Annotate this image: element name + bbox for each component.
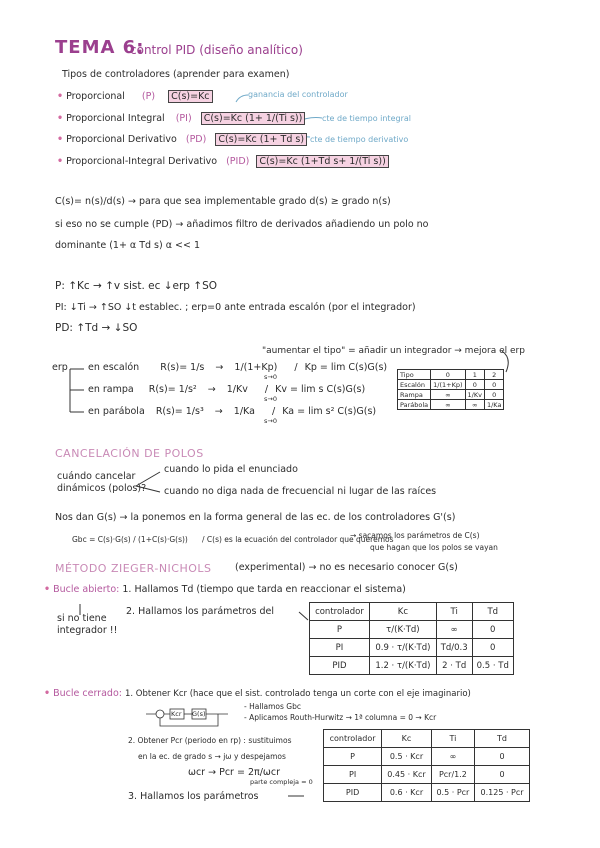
erp-k: Ka = lim s² C(s)G(s) [282, 406, 377, 417]
table-header: controlador [324, 730, 382, 748]
zn-open-note-2: integrador !! [57, 625, 118, 636]
effect-pi: PI: ↓Ti → ↑SO ↓t establec. ; erp=0 ante entrada escalón (por el integrador) [55, 302, 416, 313]
table-header: 2 [484, 370, 503, 380]
table-cell: Td/0.3 [436, 639, 472, 657]
effect-pd: PD: ↑Td → ↓SO [55, 322, 138, 334]
bullet-icon: • [57, 156, 64, 167]
erp-lim: s→0 [264, 373, 277, 381]
block-g: G(s) [192, 710, 206, 718]
table-row [398, 390, 504, 400]
table-cell: 0 [475, 748, 530, 766]
table-row [398, 380, 504, 390]
controller-row [57, 135, 307, 146]
table-cell: ∞ [436, 621, 472, 639]
table-cell: 0.125 · Pcr [475, 784, 530, 802]
table-header: 1 [465, 370, 484, 380]
erp-R: R(s)= 1/s [160, 362, 205, 373]
table-header: Kc [382, 730, 432, 748]
table-cell: 1/(1+Kp) [431, 380, 465, 390]
erp-row-parabola: en parábola R(s)= 1/s³ → 1/Ka / Ka = lim s² C(s)G(s) [88, 406, 377, 417]
cancelacion-question-1: cuándo cancelar [57, 471, 136, 482]
table-cell: 0 [484, 390, 503, 400]
implementable-text: → para que sea implementable grado d(s) ≥ grado n(s) [127, 196, 391, 207]
table-cell: P [324, 748, 382, 766]
gbc-formula: Gbc = C(s)·G(s) / (1+C(s)·G(s)) [72, 535, 188, 544]
table-row [324, 748, 530, 766]
controller-row [57, 157, 389, 168]
zn-open-step2: 2. Hallamos los parámetros del [126, 606, 275, 617]
table-cell: Rampa [398, 390, 431, 400]
table-header: Td [472, 603, 514, 621]
table-cell: Parábola [398, 400, 431, 410]
controller-formula: C(s)=Kc (1+ 1/(Ti s)) [201, 112, 306, 125]
erp-row-escalon: en escalón R(s)= 1/s → 1/(1+Kp) / Kp = lim C(s)G(s) [88, 362, 388, 373]
cancelacion-line1: Nos dan G(s) → la ponemos en la forma general de las ec. de los controladores G'(s) [55, 512, 456, 523]
zn-closed-step2c: ωcr → Pcr = 2π/ωcr [188, 767, 280, 778]
zn-open-row [44, 585, 406, 596]
table-cell: Pcr/1.2 [431, 766, 474, 784]
table-cell: 0 [484, 380, 503, 390]
table-cell: 0 [475, 766, 530, 784]
effect-p: P: ↑Kc → ↑v sist. ec ↓erp ↑SO [55, 280, 218, 292]
table-cell: 0 [465, 380, 484, 390]
erp-R: R(s)= 1/s² [148, 384, 197, 395]
controller-label: Proporcional-Integral Derivativo [66, 156, 218, 167]
zn-closed-step2a: 2. Obtener Pcr (periodo en rp) : sustituimos [128, 736, 292, 745]
table-header: Ti [431, 730, 474, 748]
implementable-line3: dominante (1+ α Td s) α << 1 [55, 240, 200, 251]
table-cell: 0.5 · Kcr [382, 748, 432, 766]
erp-root: erp [52, 362, 68, 373]
bullet-icon: • [57, 113, 64, 124]
controller-row [57, 114, 305, 125]
table-cell: ∞ [431, 400, 465, 410]
cancelacion-result-2: que hagan que los polos se vayan [370, 543, 498, 552]
table-cell: 1.2 · τ/(K·Td) [369, 657, 436, 675]
table-row [324, 766, 530, 784]
zn-closed-step3: 3. Hallamos los parámetros [128, 791, 259, 802]
cancelacion-answer-1: cuando lo pida el enunciado [164, 464, 298, 475]
erp-err: 1/Kv [226, 384, 248, 395]
erp-note: "aumentar el tipo" = añadir un integrador → mejora el erp [262, 346, 525, 356]
erp-input: en rampa [88, 384, 134, 395]
implementable-line1 [55, 197, 391, 208]
zn-closed-step2b: en la ec. de grado s → jω y despejamos [138, 752, 286, 761]
table-header-row [310, 603, 514, 621]
erp-err: 1/Ka [233, 406, 255, 417]
erp-type-table [397, 369, 504, 410]
table-cell: ∞ [465, 400, 484, 410]
bullet-icon: • [44, 584, 51, 595]
zn-heading-note: (experimental) → no es necesario conocer G(s) [235, 562, 458, 573]
table-header: Tipo [398, 370, 431, 380]
intro-text: Tipos de controladores (aprender para examen) [62, 69, 290, 80]
erp-row-rampa: en rampa R(s)= 1/s² → 1/Kv / Kv = lim s C(s)G(s) [88, 384, 366, 395]
erp-k: Kv = lim s C(s)G(s) [275, 384, 366, 395]
table-header: Ti [436, 603, 472, 621]
controller-abbr: (PID) [226, 156, 250, 167]
table-row [310, 639, 514, 657]
table-cell: PID [324, 784, 382, 802]
table-cell: 0.5 · Pcr [431, 784, 474, 802]
page-title: control PID (diseño analítico) [130, 43, 303, 57]
controller-label: Proporcional [66, 91, 125, 102]
table-cell: 2 · Td [436, 657, 472, 675]
zn-heading: MÉTODO ZIEGER-NICHOLS [55, 562, 212, 575]
erp-k: Kp = lim C(s)G(s) [304, 362, 388, 373]
table-cell: 0.9 · τ/(K·Td) [369, 639, 436, 657]
bullet-icon: • [57, 134, 64, 145]
controller-label: Proporcional Integral [66, 113, 165, 124]
table-header-row [324, 730, 530, 748]
controller-abbr: (PD) [185, 134, 207, 145]
erp-err: 1/(1+Kp) [234, 362, 278, 373]
cs-formula: C(s)= n(s)/d(s) [55, 196, 125, 207]
cancelacion-answer-2: cuando no diga nada de frecuencial ni lugar de las raíces [164, 486, 437, 497]
controller-formula: C(s)=Kc [168, 90, 212, 103]
zn-closed-sub1: - Hallamos Gbc [244, 702, 301, 711]
table-header: 0 [431, 370, 465, 380]
table-cell: P [310, 621, 370, 639]
table-header: Td [475, 730, 530, 748]
zn-closed-sub2: - Aplicamos Routh-Hurwitz → 1ª columna = 0 → Kcr [244, 713, 437, 722]
table-cell: PI [324, 766, 382, 784]
table-cell: 0.5 · Td [472, 657, 514, 675]
table-cell: Escalón [398, 380, 431, 390]
table-header: Kc [369, 603, 436, 621]
zn-open-note-1: si no tiene [57, 613, 107, 624]
erp-lim: s→0 [264, 417, 277, 425]
zn-closed-step1: 1. Obtener Kcr (hace que el sist. controlado tenga un corte con el eje imaginario) [124, 689, 471, 699]
gbc-note: / C(s) es la ecuación del controlador que queremos [202, 535, 394, 544]
table-cell: 0.45 · Kcr [382, 766, 432, 784]
erp-input: en escalón [88, 362, 140, 373]
zn-closed-table [323, 729, 530, 802]
title-tema: TEMA 6: [55, 37, 145, 58]
table-cell: PID [310, 657, 370, 675]
zn-closed-label: Bucle cerrado: [53, 688, 122, 699]
table-cell: PI [310, 639, 370, 657]
zn-closed-row [44, 689, 471, 700]
zn-open-step1: 1. Hallamos Td (tiempo que tarda en reaccionar el sistema) [122, 584, 406, 595]
controller-label: Proporcional Derivativo [66, 134, 177, 145]
implementable-line2: si eso no se cumple (PD) → añadimos filtro de derivados añadiendo un polo no [55, 219, 429, 230]
table-cell: τ/(K·Td) [369, 621, 436, 639]
table-cell: 1/Kv [465, 390, 484, 400]
zn-open-table [309, 602, 514, 675]
controller-row [57, 92, 213, 103]
table-row [310, 657, 514, 675]
table-row [398, 400, 504, 410]
erp-R: R(s)= 1/s³ [155, 406, 204, 417]
table-header-row [398, 370, 504, 380]
annotation-ti: cte de tiempo integral [322, 114, 411, 123]
zn-closed-step2c-note: parte compleja = 0 [250, 778, 313, 786]
table-cell: 0 [472, 621, 514, 639]
bullet-icon: • [44, 688, 51, 699]
table-cell: 1/Ka [484, 400, 503, 410]
table-cell: ∞ [431, 390, 465, 400]
block-kcr: Kcr [171, 710, 182, 718]
table-cell: 0.6 · Kcr [382, 784, 432, 802]
table-row [310, 621, 514, 639]
erp-lim: s→0 [264, 395, 277, 403]
annotation-gain: ganancia del controlador [248, 90, 348, 99]
controller-abbr: (P) [141, 91, 156, 102]
cancelacion-question-2: dinámicos (polos)? [57, 483, 147, 494]
cancelacion-result-1: → sacamos los parámetros de C(s) [350, 531, 480, 540]
table-header: controlador [310, 603, 370, 621]
controller-formula: C(s)=Kc (1+Td s+ 1/(Ti s)) [256, 155, 388, 168]
table-row [324, 784, 530, 802]
cancelacion-heading: CANCELACIÓN DE POLOS [55, 447, 204, 460]
bullet-icon: • [57, 91, 64, 102]
controller-formula: C(s)=Kc (1+ Td s) [215, 133, 307, 146]
table-cell: ∞ [431, 748, 474, 766]
table-cell: 0 [472, 639, 514, 657]
annotation-td: cte de tiempo derivativo [310, 135, 409, 144]
zn-open-label: Bucle abierto: [53, 584, 120, 595]
controller-abbr: (PI) [175, 113, 192, 124]
erp-input: en parábola [88, 406, 145, 417]
